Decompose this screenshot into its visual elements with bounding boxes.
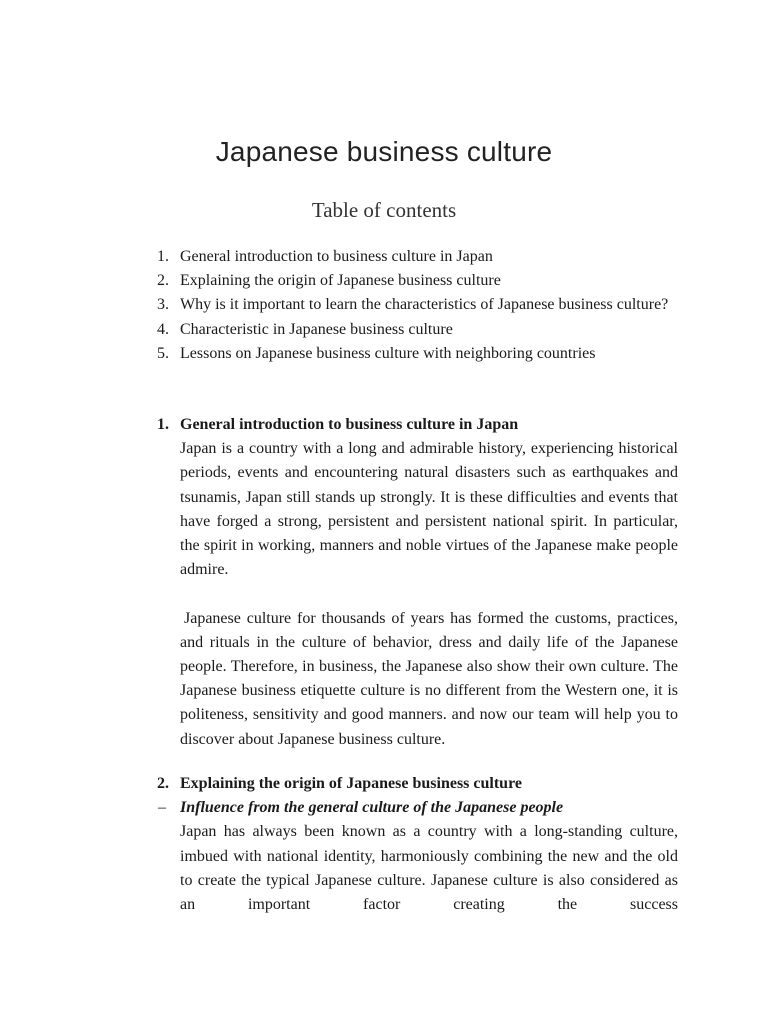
toc-item-text: Explaining the origin of Japanese business culture — [180, 272, 501, 290]
section-2 — [0, 772, 768, 917]
section-title: Explaining the origin of Japanese business culture — [180, 775, 522, 792]
document-title: Japanese business culture — [215, 136, 553, 167]
section-heading — [0, 413, 768, 437]
section-heading — [0, 772, 768, 796]
toc-item-number: 4. — [157, 320, 169, 338]
subsection-title: Influence from the general culture of the Japanese people — [180, 799, 564, 817]
section-paragraph: Japan is a country with a long and admirable history, experiencing historical periods, events and encountering natural disasters such as earthquakes and tsunamis, Japan still stands up strongly. It is these difficulties and events that have forged a strong, persistent and persistent national spirit. In particular, the spirit in working, manners and noble virtues of the Japanese make people admire. — [180, 440, 678, 579]
section-title: General introduction to business culture in Japan — [180, 416, 519, 433]
toc-item-text: Characteristic in Japanese business culture — [180, 320, 453, 338]
toc-item-text: Why is it important to learn the characteristics of Japanese business culture? — [180, 296, 669, 314]
section-paragraph: Japan has always been known as a country with a long-standing culture, imbued with national identity, harmoniously combining the new and the old to create the typical Japanese culture. Japanese culture is also considered as an important factor creating the success — [180, 823, 678, 913]
toc-heading: Table of contents — [311, 198, 457, 222]
toc-item-text: Lessons on Japanese business culture with neighboring countries — [180, 344, 596, 362]
toc-item — [0, 245, 768, 269]
bullet-dash: – — [158, 799, 166, 817]
toc-item-number: 3. — [157, 296, 169, 314]
section-number: 1. — [157, 416, 169, 433]
section-number: 2. — [157, 775, 169, 792]
toc-item-number: 2. — [157, 272, 169, 290]
toc-item — [0, 318, 768, 342]
section-1 — [0, 413, 768, 752]
toc-item-number: 5. — [157, 344, 169, 362]
toc-item — [0, 293, 768, 317]
section-paragraph: Japanese culture for thousands of years has formed the customs, practices, and rituals in the culture of behavior, dress and daily life of the Japanese people. Therefore, in business, the Japanese also show their own culture. The Japanese business etiquette culture is no different from the Western one, it is politeness, sensitivity and good manners. and now our team will help you to discover about Japanese business culture. — [180, 609, 678, 748]
toc-item — [0, 342, 768, 366]
subsection-heading — [0, 796, 768, 820]
toc-item — [0, 269, 768, 293]
toc-item-number: 1. — [157, 248, 169, 265]
toc-item-text: General introduction to business culture in Japan — [180, 248, 493, 265]
table-of-contents — [0, 245, 768, 366]
